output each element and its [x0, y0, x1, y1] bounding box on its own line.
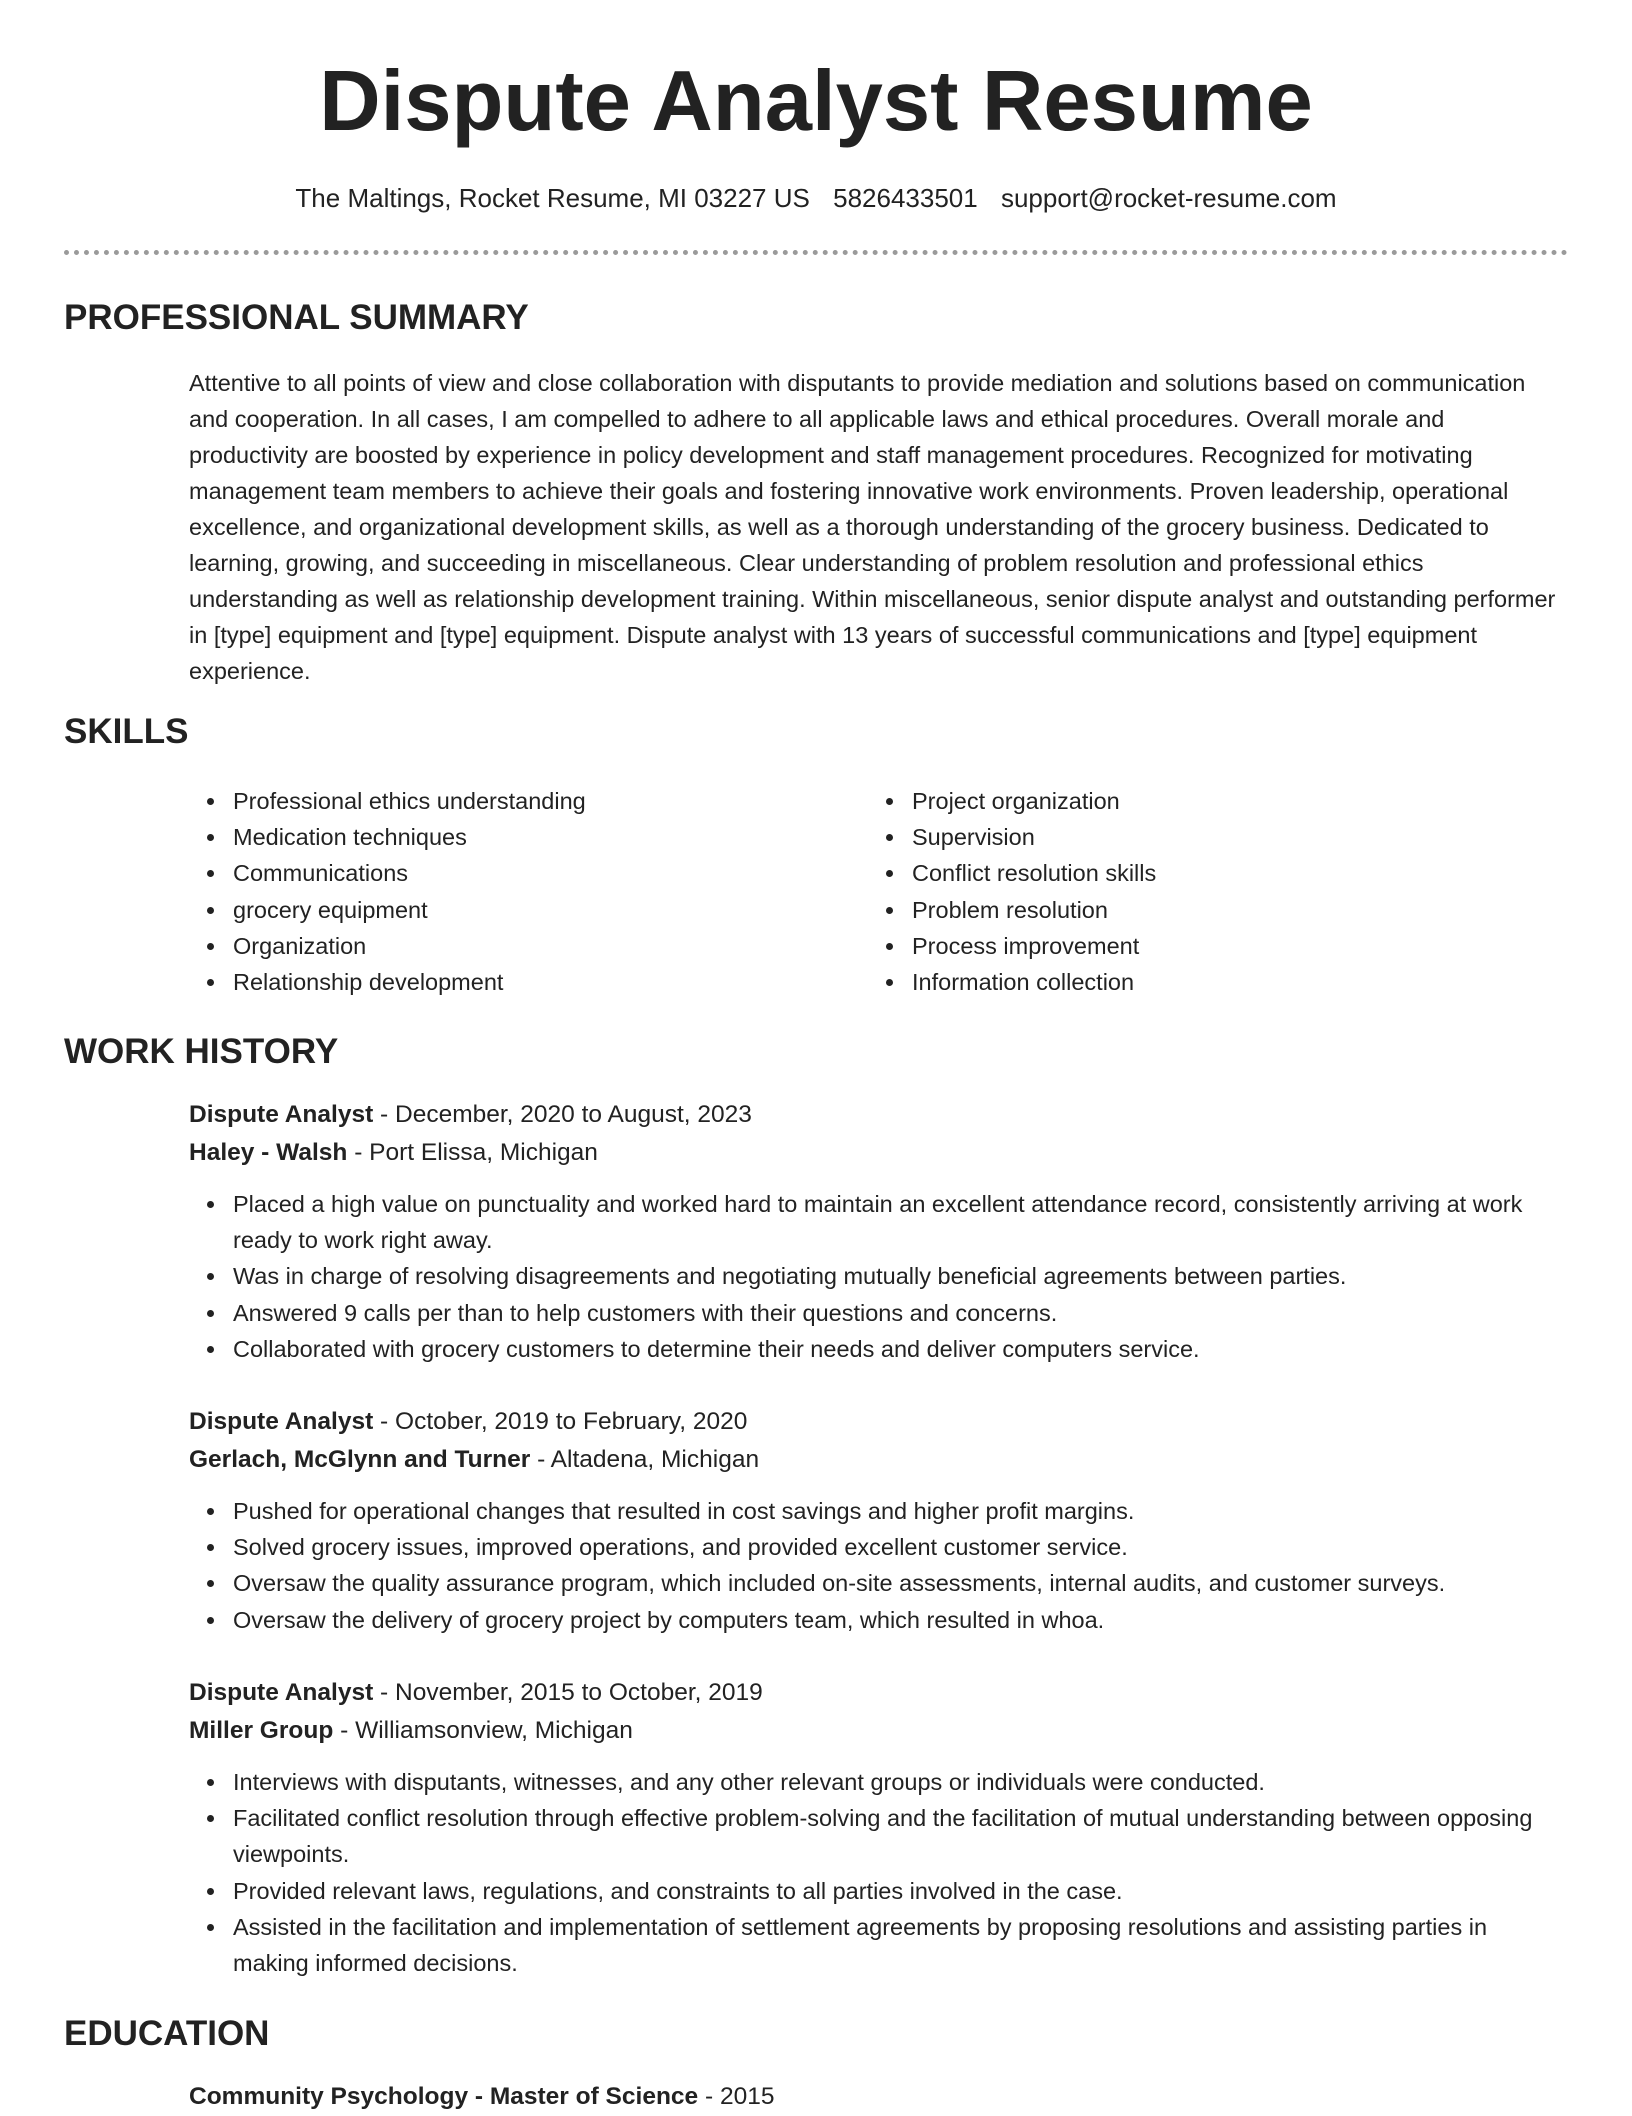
job-location: - Williamsonview, Michigan: [333, 1717, 633, 1744]
duty-item: Was in charge of resolving disagreements and negotiating mutually beneficial agreements between parties.: [189, 1258, 1569, 1294]
education-year: - 2015: [698, 2083, 775, 2110]
job-location: - Altadena, Michigan: [530, 1446, 760, 1473]
job-duties: [189, 1493, 1569, 1638]
job-title-line: [189, 1403, 1569, 1441]
duty-item: Oversaw the delivery of grocery project by computers team, which resulted in whoa.: [189, 1602, 1569, 1638]
job-duties: [189, 1186, 1569, 1367]
job-company: Gerlach, McGlynn and Turner: [189, 1446, 531, 1473]
job-entry: [189, 1674, 1569, 1981]
skills-heading: SKILLS: [64, 712, 189, 751]
contact-address: The Maltings, Rocket Resume, MI 03227 US: [295, 183, 810, 213]
skills-list-right: [868, 783, 1508, 1000]
job-entry: [189, 1403, 1569, 1638]
job-company: Miller Group: [189, 1717, 334, 1744]
skill-item: Communications: [189, 855, 829, 891]
job-title-line: [189, 1674, 1569, 1712]
header-divider: [64, 250, 1568, 255]
duty-item: Provided relevant laws, regulations, and constraints to all parties involved in the case.: [189, 1873, 1569, 1909]
job-role: Dispute Analyst: [189, 1408, 374, 1435]
job-role: Dispute Analyst: [189, 1101, 374, 1128]
job-company-line: [189, 1712, 1569, 1750]
job-company-line: [189, 1134, 1569, 1172]
skill-item: Professional ethics understanding: [189, 783, 829, 819]
contact-email: support@rocket-resume.com: [1000, 183, 1337, 213]
education-heading: EDUCATION: [64, 2014, 270, 2053]
skill-item: Problem resolution: [868, 892, 1508, 928]
work-history-heading: WORK HISTORY: [64, 1032, 339, 1071]
duty-item: Solved grocery issues, improved operations, and provided excellent customer service.: [189, 1529, 1569, 1565]
duty-item: Interviews with disputants, witnesses, and any other relevant groups or individuals were conducted.: [189, 1764, 1569, 1800]
job-duties: [189, 1764, 1569, 1981]
duty-item: Pushed for operational changes that resulted in cost savings and higher profit margins.: [189, 1493, 1569, 1529]
duty-item: Answered 9 calls per than to help customers with their questions and concerns.: [189, 1295, 1569, 1331]
summary-text: Attentive to all points of view and close collaboration with disputants to provide mediation and solutions based on communication and cooperation. In all cases, I am compelled to adhere to all applicable laws and ethical procedures. Overall morale and productivity are boosted by experience in policy development and staff management procedures. Recognized for motivating management team members to achieve their goals and fostering innovative work environments. Proven leadership, operational excellence, and organizational development skills, as well as a thorough understanding of the grocery business. Dedicated to learning, growing, and succeeding in miscellaneous. Clear understanding of problem resolution and professional ethics understanding as well as relationship development training. Within miscellaneous, senior dispute analyst and outstanding performer in [type] equipment and [type] equipment. Dispute analyst with 13 years of successful communications and [type] equipment experience.: [189, 370, 1556, 684]
skill-item: Information collection: [868, 964, 1508, 1000]
education-line: [189, 2078, 1569, 2116]
job-entry: [189, 1096, 1569, 1367]
skills-list-left: [189, 783, 829, 1000]
duty-item: Collaborated with grocery customers to determine their needs and deliver computers service.: [189, 1331, 1569, 1367]
skill-item: Supervision: [868, 819, 1508, 855]
education-degree: Community Psychology - Master of Science: [189, 2083, 699, 2110]
summary-heading: PROFESSIONAL SUMMARY: [64, 298, 529, 337]
job-dates: - December, 2020 to August, 2023: [373, 1101, 752, 1128]
job-company-line: [189, 1441, 1569, 1479]
contact-line: [0, 180, 1632, 216]
duty-item: Facilitated conflict resolution through effective problem-solving and the facilitation of mutual understanding between opposing viewpoints.: [189, 1800, 1569, 1872]
job-title-line: [189, 1096, 1569, 1134]
job-dates: - October, 2019 to February, 2020: [373, 1408, 748, 1435]
skill-item: Medication techniques: [189, 819, 829, 855]
resume-title: Dispute Analyst Resume: [319, 54, 1313, 149]
job-company: Haley - Walsh: [189, 1139, 348, 1166]
education-entry: [189, 2078, 1569, 2116]
duty-item: Oversaw the quality assurance program, which included on-site assessments, internal audits, and customer surveys.: [189, 1565, 1569, 1601]
skill-item: grocery equipment: [189, 892, 829, 928]
skill-item: Organization: [189, 928, 829, 964]
skill-item: Conflict resolution skills: [868, 855, 1508, 891]
contact-phone: 5826433501: [833, 183, 978, 213]
duty-item: Assisted in the facilitation and implementation of settlement agreements by proposing resolutions and assisting parties in making informed decisions.: [189, 1909, 1569, 1981]
skill-item: Project organization: [868, 783, 1508, 819]
job-dates: - November, 2015 to October, 2019: [373, 1679, 763, 1706]
job-location: - Port Elissa, Michigan: [347, 1139, 598, 1166]
duty-item: Placed a high value on punctuality and worked hard to maintain an excellent attendance record, consistently arriving at work ready to work right away.: [189, 1186, 1569, 1258]
job-role: Dispute Analyst: [189, 1679, 374, 1706]
skill-item: Process improvement: [868, 928, 1508, 964]
skill-item: Relationship development: [189, 964, 829, 1000]
